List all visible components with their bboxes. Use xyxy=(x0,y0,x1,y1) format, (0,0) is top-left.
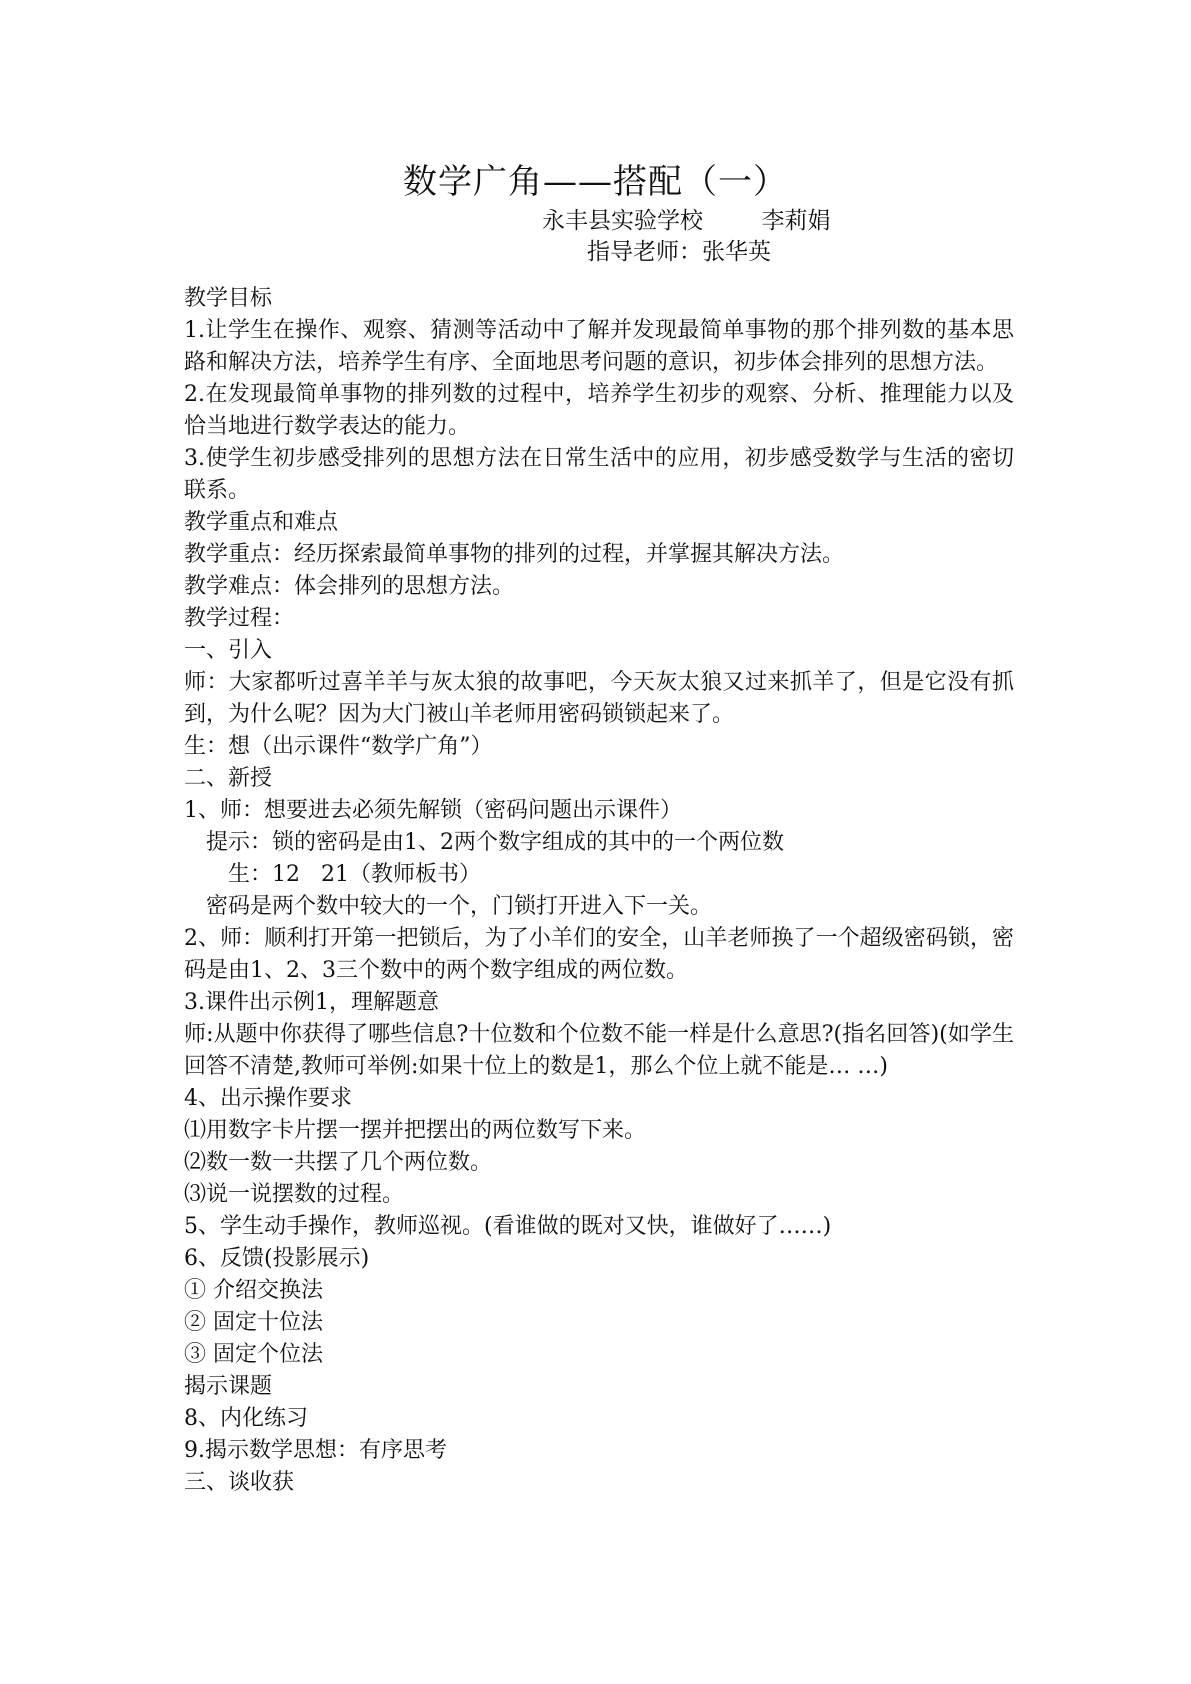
step-5-text: 5、学生动手操作，教师巡视。(看谁做的既对又快，谁做好了……) xyxy=(184,1214,832,1239)
requirement-item-1: ⑴用数字卡片摆一摆并把摆出的两位数写下来。 xyxy=(184,1118,647,1143)
requirement-item-2: ⑵数一数一共摆了几个两位数。 xyxy=(184,1150,493,1175)
advisor-line: 指导老师：张华英 xyxy=(587,239,771,265)
step-3-text: 3.课件出示例1，理解题意 xyxy=(184,990,439,1015)
goal-item-1: 1.让学生在操作、观察、猜测等活动中了解并发现最简单事物的那个排列数的基本思路和解决方法，培养学生有序、全面地思考问题的意识，初步体会排列的思想方法。 xyxy=(184,318,1014,375)
step-6-text: 6、反馈(投影展示) xyxy=(184,1246,370,1271)
step-2-text: 2、师：顺利打开第一把锁后，为了小羊们的安全，山羊老师换了一个超级密码锁，密码是由1、2、3三个数中的两个数字组成的两位数。 xyxy=(184,926,1014,983)
reveal-topic-text: 揭示课题 xyxy=(184,1374,273,1399)
hint-text: 提示：锁的密码是由1、2两个数字组成的其中的一个两位数 xyxy=(206,830,784,855)
student-answer-text: 生：12 21（教师板书） xyxy=(228,862,481,887)
step-3-teacher-text: 师:从题中你获得了哪些信息?十位数和个位数不能一样是什么意思?(指名回答)(如学生回答不清楚,教师可举例:如果十位上的数是1，那么个位上就不能是… …) xyxy=(184,1022,1014,1079)
step-1-text: 1、师：想要进去必须先解锁（密码问题出示课件） xyxy=(184,798,682,823)
step-9-text: 9.揭示数学思想：有序思考 xyxy=(184,1438,447,1463)
intro-student-text: 生：想（出示课件“数学广角”） xyxy=(184,734,493,759)
password-note-text: 密码是两个数中较大的一个，门锁打开进入下一关。 xyxy=(206,894,713,919)
intro-teacher-text: 师：大家都听过喜羊羊与灰太狼的故事吧，今天灰太狼又过来抓羊了，但是它没有抓到，为什么呢？因为大门被山羊老师用密码锁锁起来了。 xyxy=(184,670,1014,727)
section-heading-goals: 教学目标 xyxy=(184,286,273,311)
section-heading-process: 教学过程： xyxy=(184,606,295,631)
difficulty-text: 教学难点：体会排列的思想方法。 xyxy=(184,574,515,599)
key-point-text: 教学重点：经历探索最简单事物的排列的过程，并掌握其解决方法。 xyxy=(184,542,845,567)
school-author-line: 永丰县实验学校 李莉娟 xyxy=(542,208,831,234)
harvest-heading: 三、谈收获 xyxy=(184,1470,295,1495)
method-item-3: ③ 固定个位法 xyxy=(184,1342,323,1367)
goal-item-2: 2.在发现最简单事物的排列数的过程中，培养学生初步的观察、分析、推理能力以及恰当地进行数学表达的能力。 xyxy=(184,382,1014,439)
step-8-text: 8、内化练习 xyxy=(184,1406,308,1431)
requirement-item-3: ⑶说一说摆数的过程。 xyxy=(184,1182,405,1207)
goal-item-3: 3.使学生初步感受排列的思想方法在日常生活中的应用，初步感受数学与生活的密切联系。 xyxy=(184,446,1014,503)
subsection-heading-intro: 一、引入 xyxy=(184,638,273,663)
subsection-heading-new: 二、新授 xyxy=(184,766,273,791)
document-title: 数学广角——搭配（一） xyxy=(403,162,788,202)
document-body xyxy=(184,283,1014,1499)
method-item-2: ② 固定十位法 xyxy=(184,1310,323,1335)
method-item-1: ① 介绍交换法 xyxy=(184,1278,323,1303)
step-4-text: 4、出示操作要求 xyxy=(184,1086,352,1111)
section-heading-key-points: 教学重点和难点 xyxy=(184,510,339,535)
